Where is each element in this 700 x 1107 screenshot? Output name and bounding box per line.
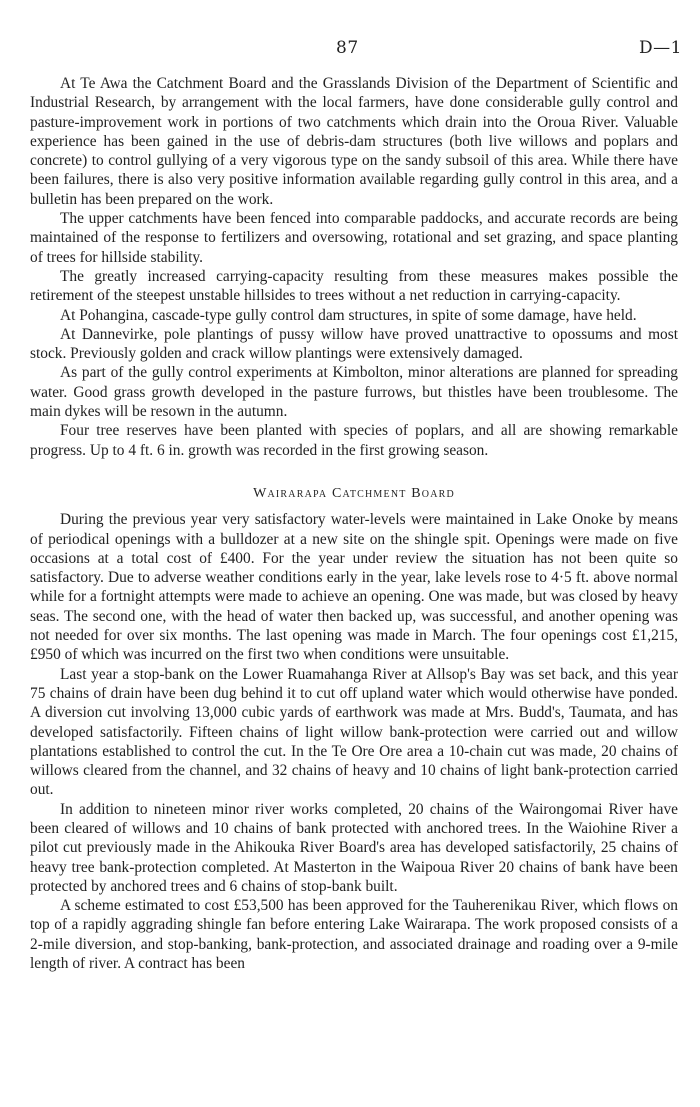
paragraph: At Pohangina, cascade-type gully control dam structures, in spite of some damage, have held.: [60, 306, 637, 324]
section-heading: Wairarapa Catchment Board: [253, 485, 455, 501]
paragraph: During the previous year very satisfactory water-levels were maintained in Lake Onoke by means of periodical openings with a bulldozer at a new site on the shingle spit. Openings were made on five occasions at a total cost of £400. For the year under review the situation has not been quite so satisfactory. Due to adverse weather conditions early in the year, lake levels rose to 4·5 ft. above normal while for a fortnight attempts were made to achieve an opening. One was made, but was closed by heavy seas. The second one, with the head of water then backed up, was successful, and another opening was not needed for over six months. The last opening was made in March. The four openings cost £1,215, £950 of which was incurred on the first two when conditions were unsuitable.: [30, 511, 678, 664]
paragraph: Last year a stop-bank on the Lower Ruamahanga River at Allsop's Bay was set back, and this year 75 chains of drain have been dug behind it to cut off upland water which would otherwise have ponded. A diversion cut involving 13,000 cubic yards of earthwork was made at Mrs. Budd's, Taumata, and has developed satisfactorily. Fifteen chains of light willow bank-protection were carried out and willow plantations established to control the cut. In the Te Ore Ore area a 10-chain cut was made, 20 chains of willows cleared from the channel, and 32 chains of heavy and 10 chains of light bank-protection carried out.: [30, 665, 678, 799]
paragraph: Four tree reserves have been planted with species of poplars, and all are showing remarkable progress. Up to 4 ft. 6 in. growth was recorded in the first growing season.: [30, 422, 678, 459]
paragraph: The greatly increased carrying-capacity resulting from these measures makes possible the retirement of the steepest unstable hillsides to trees without a net reduction in carrying-capacity.: [30, 267, 678, 305]
paragraph: At Te Awa the Catchment Board and the Grasslands Division of the Department of Scientific and Industrial Research, by arrangement with the local farmers, have done considerable gully control and pasture-improvement work in portions of two catchments which drain into the Oroua River. Valuable experience has been gained in the use of debris-dam structures (both live willows and poplars and concrete) to control gullying of a very vigorous type on the sandy subsoil of this area. While there have been failures, there is also very positive information available regarding gully control in this area, and a bulletin has been prepared on the work.: [30, 75, 678, 208]
document-code: D—1: [639, 38, 682, 58]
paragraph: A scheme estimated to cost £53,500 has been approved for the Tauherenikau River, which flows on top of a rapidly aggrading shingle fan before entering Lake Wairarapa. The work proposed consists of a 2-mile diversion, and stop-banking, bank-protection, and associated drainage and roading over a 9-mile length of river. A contract has been: [30, 897, 678, 973]
paragraph: As part of the gully control experiments at Kimbolton, minor alterations are planned for spreading water. Good grass growth developed in the pasture furrows, but thistles have been troublesome. The main dykes will be resown in the autumn.: [30, 364, 678, 421]
page-number: 87: [336, 38, 359, 58]
paragraph: In addition to nineteen minor river works completed, 20 chains of the Wairongomai River have been cleared of willows and 10 chains of bank protected with anchored trees. In the Waiohine River a pilot cut previously made in the Ahikouka River Board's area has developed satisfactorily, 25 chains of heavy tree bank-protection completed. At Masterton in the Waipoua River 20 chains of bank have been protected by anchored trees and 6 chains of stop-bank built.: [30, 800, 678, 895]
body-text: [30, 74, 678, 973]
paragraph: At Dannevirke, pole plantings of pussy willow have proved unattractive to opossums and most stock. Previously golden and crack willow plantings were extensively damaged.: [30, 325, 678, 363]
page-header: [0, 38, 700, 62]
paragraph: The upper catchments have been fenced into comparable paddocks, and accurate records are being maintained of the response to fertilizers and oversowing, rotational and set grazing, and space planting of trees for hillside stability.: [30, 210, 678, 266]
